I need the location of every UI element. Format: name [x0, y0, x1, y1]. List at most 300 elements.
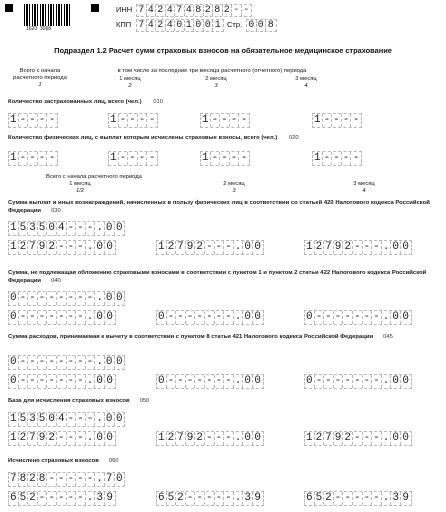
value-cell: -	[196, 375, 203, 388]
col-total-header	[8, 68, 72, 89]
value-cell: 1	[9, 241, 17, 254]
value-cell: -	[323, 152, 331, 164]
value-cell: 2	[196, 431, 203, 444]
row-020-total	[8, 151, 58, 166]
value-cell: .	[86, 431, 94, 444]
col-total-line1: Всего с начала	[19, 68, 61, 74]
value-cell: -	[334, 375, 342, 388]
value-cell: 4	[57, 222, 65, 235]
value-cell: 3	[244, 491, 251, 504]
value-cell: 0	[116, 356, 123, 369]
row-060-month3	[304, 491, 412, 506]
value-cell: .	[234, 375, 242, 388]
inn-cell: 2	[156, 5, 166, 16]
row-050-total	[8, 412, 125, 427]
value-cell: -	[344, 491, 351, 504]
value-cell: -	[86, 356, 94, 369]
corner-marker-right	[91, 4, 99, 12]
value-cell: -	[333, 114, 340, 126]
row-060-month1	[8, 491, 116, 506]
value-cell: -	[119, 114, 127, 126]
row-040-month2	[156, 310, 264, 325]
value-cell: 1	[9, 114, 17, 126]
row-020-code: 020	[288, 135, 299, 141]
value-cell: .	[96, 412, 103, 425]
value-cell: -	[67, 472, 75, 485]
value-cell: -	[67, 491, 75, 504]
value-cell: -	[225, 311, 232, 324]
value-cell: 0	[116, 292, 123, 305]
col2-m1-index: 1/2	[75, 188, 85, 194]
value-cell: 5	[38, 412, 46, 425]
value-cell: 0	[9, 356, 17, 369]
value-cell: -	[230, 114, 238, 126]
row-030-month2	[156, 240, 264, 255]
value-cell: -	[77, 375, 84, 388]
row-030-text: Сумма выплат и иных вознаграждений, начисленных в пользу физических лиц в соответствии со статьей 420 Налогового кодекса Российской Федерации	[8, 200, 430, 214]
value-cell: -	[167, 311, 175, 324]
value-cell: -	[334, 491, 342, 504]
value-cell: 0	[48, 412, 55, 425]
value-cell: 6	[157, 491, 165, 504]
value-cell: -	[67, 412, 75, 425]
value-cell: 0	[402, 375, 410, 388]
value-cell: 0	[402, 311, 410, 324]
value-cell: -	[196, 491, 203, 504]
row-050-month2	[156, 431, 264, 446]
value-cell: -	[353, 241, 361, 254]
page-cell: 8	[267, 20, 274, 31]
value-cell: -	[230, 152, 238, 164]
row-010-total	[8, 113, 58, 128]
value-cell: 2	[315, 241, 323, 254]
col2-total-header	[46, 174, 196, 181]
value-cell: 2	[167, 431, 175, 444]
value-cell: 9	[38, 431, 46, 444]
value-cell: .	[86, 491, 94, 504]
value-cell: -	[67, 292, 75, 305]
value-cell: -	[19, 292, 27, 305]
kpp-cell: 1	[214, 20, 221, 31]
value-cell: -	[77, 412, 84, 425]
value-cell: 0	[254, 311, 262, 324]
value-cell: 0	[9, 292, 17, 305]
value-cell: .	[382, 491, 390, 504]
value-cell: 0	[105, 356, 113, 369]
value-cell: -	[373, 491, 380, 504]
value-cell: 0	[244, 375, 251, 388]
value-cell: -	[344, 311, 351, 324]
row-010-label	[8, 99, 308, 107]
kpp-label: КПП	[116, 20, 132, 29]
value-cell: -	[225, 375, 232, 388]
value-cell: -	[138, 114, 146, 126]
value-cell: -	[323, 114, 331, 126]
value-cell: -	[57, 292, 65, 305]
row-045-label	[8, 334, 438, 342]
col-m2-label: 2 месяц	[205, 76, 227, 82]
value-cell: -	[19, 311, 27, 324]
row-010-month3	[312, 113, 362, 128]
row-045-month3	[304, 374, 412, 389]
value-cell: -	[211, 114, 219, 126]
value-cell: -	[363, 375, 371, 388]
value-cell: -	[86, 472, 94, 485]
row-030-month3	[304, 240, 412, 255]
row-010-month1	[108, 113, 158, 128]
value-cell: -	[373, 431, 380, 444]
value-cell: 0	[9, 311, 17, 324]
value-cell: 0	[105, 222, 113, 235]
row-040-month3	[304, 310, 412, 325]
value-cell: -	[221, 152, 228, 164]
value-cell: 0	[106, 241, 114, 254]
value-cell: -	[57, 431, 65, 444]
row-060-code: 060	[108, 458, 119, 464]
row-020-month3	[312, 151, 362, 166]
row-060-text: Исчислено страховых взносов	[8, 458, 99, 464]
inn-cell: 8	[194, 5, 204, 16]
value-cell: -	[138, 152, 146, 164]
value-cell: 0	[244, 431, 251, 444]
value-cell: .	[96, 292, 103, 305]
kpp-cell: 4	[147, 20, 157, 31]
value-cell: 5	[19, 412, 27, 425]
value-cell: -	[57, 311, 65, 324]
inn-cell: 7	[137, 5, 147, 16]
value-cell: 2	[315, 431, 323, 444]
row-045-month2	[156, 374, 264, 389]
row-030-month1	[8, 240, 116, 255]
value-cell: -	[48, 114, 56, 126]
value-cell: -	[67, 356, 75, 369]
value-cell: .	[382, 431, 390, 444]
value-cell: -	[240, 114, 248, 126]
value-cell: 9	[334, 431, 342, 444]
value-cell: -	[38, 375, 46, 388]
value-cell: -	[29, 114, 36, 126]
col-total-index: 1	[38, 82, 42, 88]
row-020-label	[8, 135, 438, 143]
value-cell: -	[67, 375, 75, 388]
value-cell: 2	[19, 431, 27, 444]
page-label: Стр.	[227, 20, 243, 29]
value-cell: 0	[305, 311, 313, 324]
col2-m3-header	[326, 181, 402, 195]
value-cell: -	[211, 152, 219, 164]
kpp-field	[136, 19, 224, 32]
section-title: Подраздел 1.2 Расчет сумм страховых взносов на обязательное медицинское страхование	[54, 46, 392, 55]
value-cell: -	[148, 152, 156, 164]
value-cell: 5	[315, 491, 323, 504]
corner-marker-left	[5, 4, 13, 12]
value-cell: 1	[9, 222, 17, 235]
col-m2-header	[186, 76, 246, 90]
value-cell: -	[57, 356, 65, 369]
value-cell: 0	[254, 375, 262, 388]
value-cell: -	[167, 375, 175, 388]
value-cell: -	[29, 311, 36, 324]
value-cell: -	[315, 375, 323, 388]
value-cell: -	[77, 356, 84, 369]
value-cell: -	[353, 491, 361, 504]
value-cell: 0	[106, 375, 114, 388]
value-cell: -	[67, 431, 75, 444]
value-cell: 0	[157, 375, 165, 388]
value-cell: 9	[186, 241, 194, 254]
value-cell: 2	[325, 491, 332, 504]
value-cell: -	[344, 375, 351, 388]
value-cell: -	[48, 491, 55, 504]
value-cell: 5	[19, 491, 27, 504]
value-cell: -	[57, 375, 65, 388]
value-cell: 0	[106, 431, 114, 444]
value-cell: 7	[325, 241, 332, 254]
value-cell: 7	[105, 472, 113, 485]
page-cell: 0	[257, 20, 267, 31]
value-cell: .	[96, 356, 103, 369]
value-cell: 0	[96, 431, 103, 444]
value-cell: .	[234, 241, 242, 254]
value-cell: -	[86, 412, 94, 425]
row-050-month1	[8, 431, 116, 446]
inn-cell: 4	[166, 5, 176, 16]
value-cell: -	[334, 311, 342, 324]
value-cell: -	[38, 491, 46, 504]
row-060-month2	[156, 491, 264, 506]
value-cell: 5	[167, 491, 175, 504]
value-cell: 9	[38, 241, 46, 254]
value-cell: -	[363, 431, 371, 444]
value-cell: -	[205, 241, 213, 254]
value-cell: -	[363, 491, 371, 504]
value-cell: -	[48, 311, 55, 324]
value-cell: -	[38, 114, 46, 126]
value-cell: 9	[334, 241, 342, 254]
value-cell: 1	[313, 114, 321, 126]
value-cell: -	[215, 375, 223, 388]
value-cell: 0	[244, 241, 251, 254]
value-cell: 7	[177, 431, 184, 444]
value-cell: 5	[38, 222, 46, 235]
value-cell: -	[48, 292, 55, 305]
value-cell: -	[205, 491, 213, 504]
value-cell: -	[205, 431, 213, 444]
value-cell: -	[57, 472, 65, 485]
col2-total-label: Всего с начала расчетного периода	[46, 174, 142, 180]
col2-m3-label: 3 месяц	[353, 181, 375, 187]
value-cell: -	[119, 152, 127, 164]
value-cell: .	[86, 311, 94, 324]
value-cell: -	[215, 431, 223, 444]
row-030-label	[8, 200, 438, 215]
value-cell: 1	[201, 114, 209, 126]
value-cell: 7	[9, 472, 17, 485]
row-040-code: 040	[51, 277, 61, 284]
value-cell: 5	[19, 222, 27, 235]
kpp-cell: 7	[137, 20, 147, 31]
value-cell: 2	[167, 241, 175, 254]
value-cell: -	[19, 356, 27, 369]
value-cell: -	[342, 114, 350, 126]
inn-field	[136, 4, 252, 17]
value-cell: 3	[96, 491, 103, 504]
value-cell: 0	[254, 241, 262, 254]
value-cell: 0	[116, 222, 123, 235]
value-cell: -	[225, 431, 232, 444]
value-cell: -	[353, 311, 361, 324]
value-cell: -	[38, 356, 46, 369]
inn-cell: 2	[204, 5, 214, 16]
inn-cell: 2	[223, 5, 233, 16]
value-cell: .	[382, 311, 390, 324]
value-cell: -	[86, 222, 94, 235]
row-060-label	[8, 458, 308, 466]
value-cell: 1	[9, 431, 17, 444]
value-cell: -	[38, 311, 46, 324]
value-cell: .	[86, 375, 94, 388]
value-cell: 3	[392, 491, 399, 504]
value-cell: -	[77, 491, 84, 504]
value-cell: -	[129, 152, 136, 164]
value-cell: -	[67, 222, 75, 235]
value-cell: 3	[29, 222, 36, 235]
value-cell: 1	[313, 152, 321, 164]
value-cell: 0	[9, 375, 17, 388]
kpp-cell: 1	[185, 20, 195, 31]
value-cell: 0	[305, 375, 313, 388]
value-cell: 0	[402, 431, 410, 444]
value-cell: -	[48, 356, 55, 369]
value-cell: 0	[48, 222, 55, 235]
value-cell: 2	[344, 431, 351, 444]
value-cell: 0	[96, 375, 103, 388]
value-cell: 0	[254, 431, 262, 444]
value-cell: 1	[109, 152, 117, 164]
value-cell: -	[342, 152, 350, 164]
value-cell: -	[315, 311, 323, 324]
row-010-month2	[200, 113, 250, 128]
value-cell: -	[129, 114, 136, 126]
value-cell: .	[96, 472, 103, 485]
value-cell: -	[215, 491, 223, 504]
col2-m3-index: 4	[362, 188, 366, 194]
value-cell: -	[333, 152, 340, 164]
value-cell: -	[77, 292, 84, 305]
value-cell: .	[382, 241, 390, 254]
col2-m2-index: 3	[232, 188, 236, 194]
row-040-label	[8, 270, 438, 285]
row-010-text: Количество застрахованных лиц, всего (чел.)	[8, 99, 142, 105]
row-020-month1	[108, 151, 158, 166]
value-cell: 0	[116, 412, 123, 425]
value-cell: .	[382, 375, 390, 388]
value-cell: 6	[305, 491, 313, 504]
value-cell: -	[77, 222, 84, 235]
value-cell: -	[221, 114, 228, 126]
value-cell: -	[215, 241, 223, 254]
kpp-cell: 0	[175, 20, 185, 31]
value-cell: 1	[109, 114, 117, 126]
value-cell: 2	[177, 491, 184, 504]
col-m3-header	[276, 76, 336, 90]
value-cell: 0	[105, 412, 113, 425]
value-cell: 9	[254, 491, 262, 504]
value-cell: 7	[29, 431, 36, 444]
col-m3-label: 3 месяц	[295, 76, 317, 82]
value-cell: -	[77, 311, 84, 324]
value-cell: 1	[157, 241, 165, 254]
value-cell: 0	[116, 472, 123, 485]
value-cell: 0	[96, 241, 103, 254]
page-number-field	[246, 19, 277, 32]
value-cell: -	[205, 311, 213, 324]
value-cell: -	[77, 241, 84, 254]
barcode	[24, 4, 70, 26]
value-cell: -	[77, 431, 84, 444]
value-cell: 2	[48, 431, 55, 444]
col2-m2-header	[196, 181, 272, 195]
value-cell: 3	[29, 412, 36, 425]
barcode-digits: 1620 3068	[26, 26, 52, 32]
value-cell: -	[353, 431, 361, 444]
value-cell: -	[29, 375, 36, 388]
value-cell: 1	[9, 412, 17, 425]
row-030-code: 030	[51, 207, 61, 214]
value-cell: -	[38, 152, 46, 164]
value-cell: -	[77, 472, 84, 485]
value-cell: .	[234, 311, 242, 324]
value-cell: -	[215, 311, 223, 324]
kpp-cell: 2	[156, 20, 166, 31]
value-cell: 2	[29, 472, 36, 485]
value-cell: 1	[9, 152, 17, 164]
value-cell: -	[57, 491, 65, 504]
col2-m2-label: 2 месяц	[223, 181, 245, 187]
value-cell: -	[373, 241, 380, 254]
value-cell: -	[186, 491, 194, 504]
value-cell: .	[234, 431, 242, 444]
row-030-total	[8, 221, 125, 236]
col2-m1-label: 1 месяц	[69, 181, 91, 187]
value-cell: -	[29, 356, 36, 369]
value-cell: -	[325, 311, 332, 324]
value-cell: 9	[186, 431, 194, 444]
col-m1-header	[100, 76, 160, 90]
row-050-label	[8, 398, 308, 406]
col-total-line2: расчетного периода	[13, 75, 67, 81]
value-cell: .	[96, 222, 103, 235]
value-cell: -	[177, 311, 184, 324]
value-cell: -	[352, 152, 360, 164]
inn-cell: 4	[147, 5, 157, 16]
row-045-total	[8, 355, 125, 370]
kpp-cell: 4	[166, 20, 176, 31]
value-cell: 4	[57, 412, 65, 425]
value-cell: -	[48, 152, 56, 164]
row-020-text: Количество физических лиц, с выплат которым исчислены страховые взносы, всего (чел.)	[8, 135, 278, 141]
value-cell: 0	[392, 375, 399, 388]
value-cell: 9	[402, 491, 410, 504]
value-cell: -	[177, 375, 184, 388]
value-cell: -	[19, 114, 27, 126]
value-cell: -	[325, 375, 332, 388]
row-045-month1	[8, 374, 116, 389]
value-cell: -	[186, 311, 194, 324]
value-cell: -	[19, 152, 27, 164]
value-cell: 7	[325, 431, 332, 444]
inn-cell: 7	[175, 5, 185, 16]
